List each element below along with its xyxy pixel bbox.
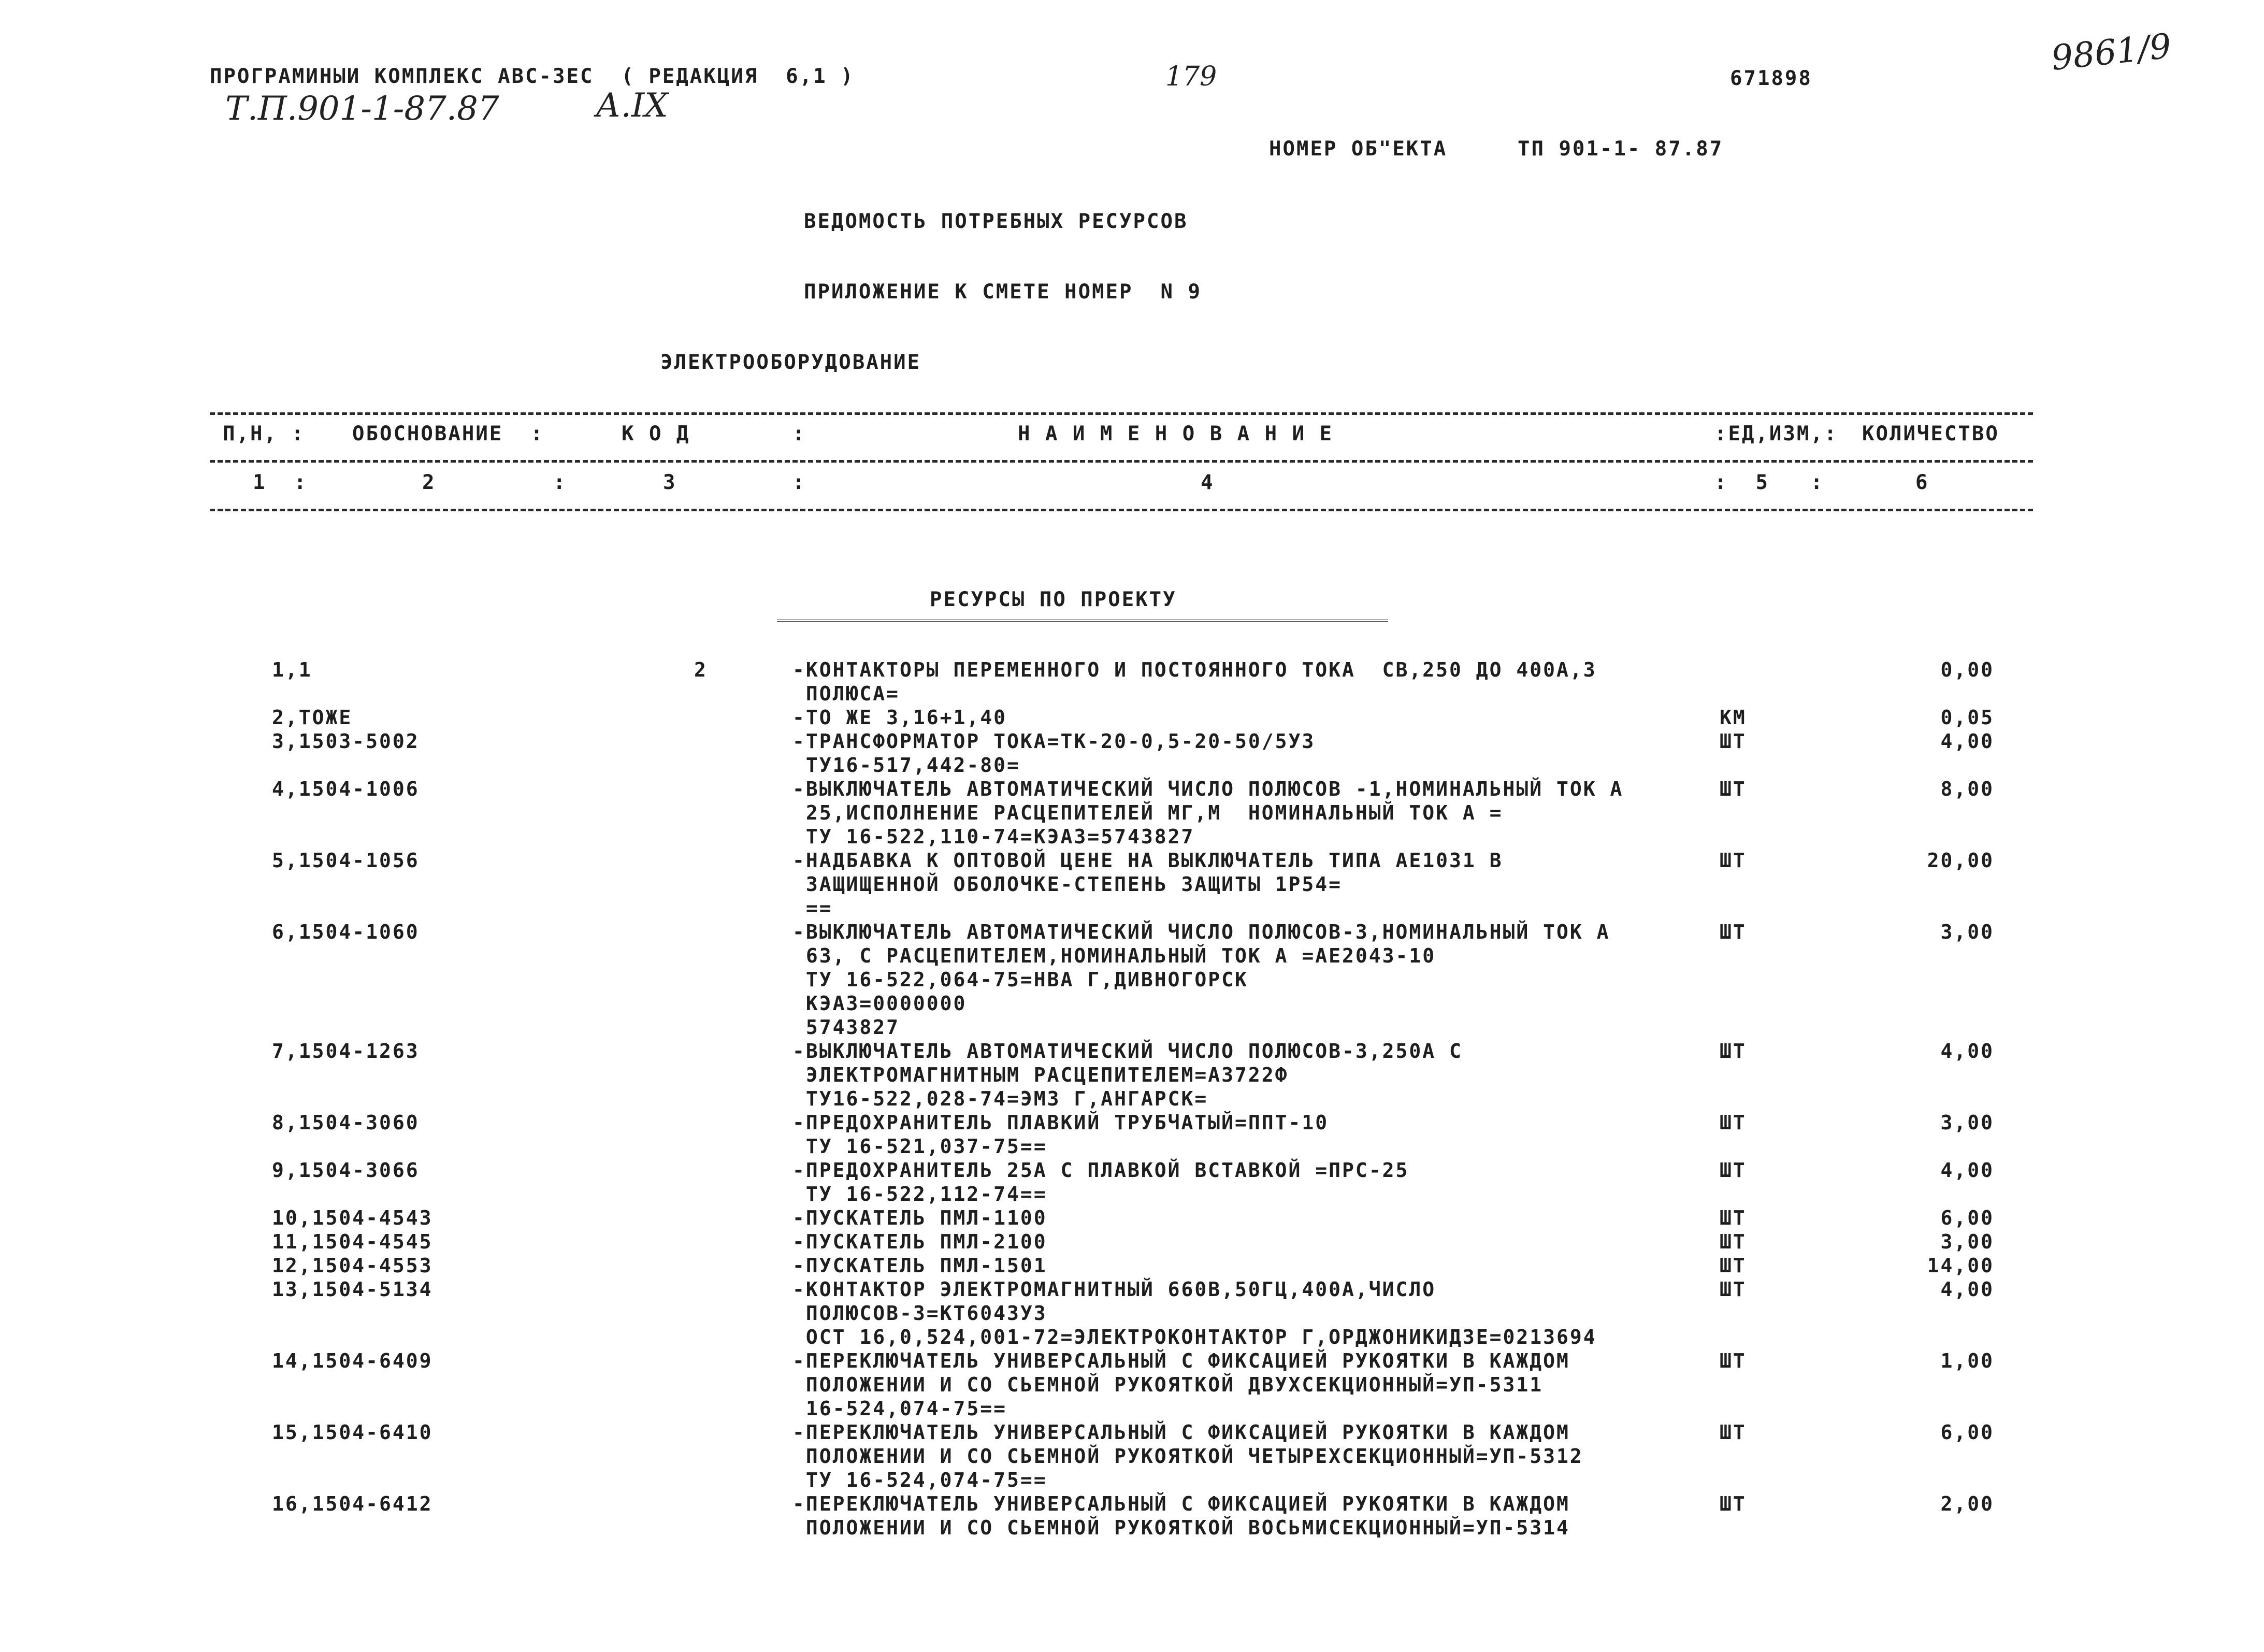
table-row: [0, 1420, 2264, 1492]
row-name-line: -ПЕРЕКЛЮЧАТЕЛЬ УНИВЕРСАЛЬНЫЙ С ФИКСАЦИЕЙ РУКОЯТКИ В КАЖДОМ: [792, 1421, 1570, 1444]
row-name-line: -ПЕРЕКЛЮЧАТЕЛЬ УНИВЕРСАЛЬНЫЙ С ФИКСАЦИЕЙ РУКОЯТКИ В КАЖДОМ: [792, 1349, 1570, 1372]
row-number: 7,1504-1263: [272, 1040, 420, 1062]
row-name-line: ОСТ 16,0,524,001-72=ЭЛЕКТРОКОНТАКТОР Г,ОРДЖОНИКИДЗЕ=0213694: [792, 1326, 1597, 1348]
row-name: [792, 1420, 1714, 1492]
row-name-line: ТУ16-522,028-74=ЭМЗ Г,АНГАРСК=: [792, 1087, 1208, 1110]
row-name-line: ТУ 16-522,112-74==: [792, 1183, 1047, 1205]
table-row: [0, 729, 2264, 777]
resources-title: РЕСУРСЫ ПО ПРОЕКТУ: [930, 588, 1177, 611]
row-name-line: -ПРЕДОХРАНИТЕЛЬ ПЛАВКИЙ ТРУБЧАТЫЙ=ППТ-10: [792, 1111, 1329, 1134]
document-code: 671898: [1730, 67, 1812, 90]
table-row: [0, 706, 2264, 729]
row-name-line: ЭЛЕКТРОМАГНИТНЫМ РАСЦЕПИТЕЛЕМ=А3722Ф: [792, 1064, 1289, 1086]
row-name: [792, 658, 1714, 706]
program-header: ПРОГРАМИНЫИ КОМПЛЕКС АВС-ЗЕС ( РЕДАКЦИЯ 6,1 ): [210, 65, 855, 88]
row-name: [792, 1492, 1714, 1540]
row-number: 14,1504-6409: [272, 1349, 433, 1372]
row-name: [792, 1206, 1714, 1230]
table-row: [0, 1277, 2264, 1349]
row-name-line: -ТРАНСФОРМАТОР ТОКА=ТК-20-0,5-20-50/5УЗ: [792, 730, 1316, 753]
row-unit: ШТ: [1720, 1349, 1747, 1372]
col-header-sep: :: [792, 422, 806, 446]
row-name-line: ТУ16-517,442-80=: [792, 754, 1020, 777]
row-name: [792, 1254, 1714, 1277]
row-name-line: КЭАЗ=0000000: [792, 992, 967, 1015]
row-number: 6,1504-1060: [272, 921, 420, 943]
row-name-line: ТУ 16-522,110-74=КЭАЗ=5743827: [792, 825, 1195, 848]
col-number-5: : 5 :: [1714, 471, 1824, 494]
row-number: 16,1504-6412: [272, 1492, 433, 1515]
handwritten-corner-note: 9861/9: [2049, 26, 2173, 78]
row-number: 13,1504-5134: [272, 1278, 433, 1301]
header-rule-top: [210, 412, 2033, 415]
handwritten-project-number: Т.П.901-1-87.87: [225, 90, 499, 128]
row-name-line: -ПЕРЕКЛЮЧАТЕЛЬ УНИВЕРСАЛЬНЫЙ С ФИКСАЦИЕЙ РУКОЯТКИ В КАЖДОМ: [792, 1492, 1570, 1515]
row-quantity: 14,00: [1927, 1254, 1994, 1277]
col-number-4: 4: [1201, 471, 1215, 494]
table-row: [0, 1349, 2264, 1420]
row-name-line: -НАДБАВКА К ОПТОВОЙ ЦЕНЕ НА ВЫКЛЮЧАТЕЛЬ ТИПА АЕ1031 В: [792, 849, 1503, 872]
row-unit: ШТ: [1720, 849, 1747, 872]
row-quantity: 2,00: [1940, 1492, 1994, 1515]
row-name-line: -ВЫКЛЮЧАТЕЛЬ АВТОМАТИЧЕСКИЙ ЧИСЛО ПОЛЮСОВ-3,250А С: [792, 1040, 1463, 1062]
col-number-2: 2: [422, 471, 436, 494]
row-quantity: 20,00: [1927, 849, 1994, 872]
col-header-code: К О Д: [622, 422, 690, 446]
row-number: 10,1504-4543: [272, 1206, 433, 1229]
row-name-line: ЗАЩИЩЕННОЙ ОБОЛОЧКЕ-СТЕПЕНЬ ЗАЩИТЫ 1Р54=: [792, 873, 1342, 896]
section-title: ЭЛЕКТРООБОРУДОВАНИЕ: [660, 351, 921, 374]
row-name-line: 25,ИСПОЛНЕНИЕ РАСЦЕПИТЕЛЕЙ МГ,М НОМИНАЛЬНЫЙ ТОК А =: [792, 801, 1503, 824]
row-number: 11,1504-4545: [272, 1230, 433, 1253]
row-name-line: -ВЫКЛЮЧАТЕЛЬ АВТОМАТИЧЕСКИЙ ЧИСЛО ПОЛЮСОВ -1,НОМИНАЛЬНЫЙ ТОК А: [792, 778, 1624, 800]
row-unit: ШТ: [1720, 1278, 1747, 1301]
row-name: [792, 1230, 1714, 1254]
row-name-line: 5743827: [792, 1016, 900, 1039]
row-name-line: ТУ 16-524,074-75==: [792, 1469, 1047, 1491]
row-quantity: 0,05: [1940, 706, 1994, 729]
col-number-2-sep: :: [553, 471, 567, 494]
row-number: 2,ТОЖЕ: [272, 706, 353, 729]
row-name-line: -ПУСКАТЕЛЬ ПМЛ-1100: [792, 1206, 1047, 1229]
row-name-line: -КОНТАКТОРЫ ПЕРЕМЕННОГО И ПОСТОЯННОГО ТОКА СВ,250 ДО 400А,3: [792, 658, 1597, 681]
row-name: [792, 849, 1714, 920]
row-number: 1,1: [272, 658, 312, 681]
header-rule-bottom: [210, 509, 2033, 511]
row-unit: ШТ: [1720, 1230, 1747, 1253]
col-header-basis: ОБОСНОВАНИЕ :: [352, 422, 544, 446]
row-name: [792, 1349, 1714, 1420]
row-quantity: 4,00: [1940, 1040, 1994, 1062]
row-quantity: 3,00: [1940, 1111, 1994, 1134]
row-unit: ШТ: [1720, 730, 1747, 753]
table-row: [0, 1111, 2264, 1158]
header-rule-mid: [210, 460, 2033, 463]
table-row: [0, 658, 2264, 706]
handwritten-album: А.IX: [596, 87, 668, 125]
row-quantity: 3,00: [1940, 1230, 1994, 1253]
row-number: 12,1504-4553: [272, 1254, 433, 1277]
row-number: 8,1504-3060: [272, 1111, 420, 1134]
row-quantity: 1,00: [1940, 1349, 1994, 1372]
row-name: [792, 1277, 1714, 1349]
resource-table: [0, 658, 2264, 1540]
row-name-line: ПОЛОЖЕНИИ И СО СЬЕМНОЙ РУКОЯТКОЙ ВОСЬМИСЕКЦИОННЫЙ=УП-5314: [792, 1516, 1570, 1539]
row-unit: ШТ: [1720, 1206, 1747, 1229]
row-unit: ШТ: [1720, 1040, 1747, 1062]
object-number: ТП 901-1- 87.87: [1518, 137, 1724, 161]
row-name-line: ПОЛЮСОВ-3=КТ6043УЗ: [792, 1302, 1047, 1325]
col-number-3-sep: :: [792, 471, 806, 494]
row-name: [792, 777, 1714, 849]
table-row: [0, 777, 2264, 849]
row-unit: ШТ: [1720, 778, 1747, 800]
row-name: [792, 1111, 1714, 1158]
table-row: [0, 1230, 2264, 1254]
table-row: [0, 849, 2264, 920]
row-number: 5,1504-1056: [272, 849, 420, 872]
row-unit: ШТ: [1720, 1159, 1747, 1182]
row-name-line: -КОНТАКТОР ЭЛЕКТРОМАГНИТНЫЙ 660В,50ГЦ,400А,ЧИСЛО: [792, 1278, 1436, 1301]
row-unit: ШТ: [1720, 1254, 1747, 1277]
row-number: 3,1503-5002: [272, 730, 420, 753]
row-unit: ШТ: [1720, 1421, 1747, 1444]
row-unit: ШТ: [1720, 1492, 1747, 1515]
object-label: НОМЕР ОБ"ЕКТА: [1269, 137, 1448, 161]
row-quantity: 0,00: [1940, 658, 1994, 681]
row-name-line: -ПРЕДОХРАНИТЕЛЬ 25А С ПЛАВКОЙ ВСТАВКОЙ =ПРС-25: [792, 1159, 1409, 1182]
row-name-line: 63, С РАСЦЕПИТЕЛЕМ,НОМИНАЛЬНЫЙ ТОК А =АЕ2043-10: [792, 944, 1436, 967]
table-row: [0, 1158, 2264, 1206]
row-name-line: ПОЛЮСА=: [792, 682, 900, 705]
row-unit: ШТ: [1720, 921, 1747, 943]
row-name-line: -ПУСКАТЕЛЬ ПМЛ-2100: [792, 1230, 1047, 1253]
row-quantity: 4,00: [1940, 1278, 1994, 1301]
row-name-line: -ТО ЖЕ 3,16+1,40: [792, 706, 1007, 729]
row-name-line: -ВЫКЛЮЧАТЕЛЬ АВТОМАТИЧЕСКИЙ ЧИСЛО ПОЛЮСОВ-3,НОМИНАЛЬНЫЙ ТОК А: [792, 921, 1610, 943]
col-number-6: 6: [1915, 471, 1929, 494]
row-name-line: ==: [792, 897, 833, 920]
col-header-qty: КОЛИЧЕСТВО: [1862, 422, 1999, 446]
row-number: 4,1504-1006: [272, 778, 420, 800]
row-code: 2: [694, 658, 708, 681]
table-row: [0, 920, 2264, 1039]
row-quantity: 4,00: [1940, 730, 1994, 753]
table-row: [0, 1254, 2264, 1277]
row-name-line: 16-524,074-75==: [792, 1397, 1007, 1420]
row-name: [792, 729, 1714, 777]
row-number: 15,1504-6410: [272, 1421, 433, 1444]
document-title: ВЕДОМОСТЬ ПОТРЕБНЫХ РЕСУРСОВ: [804, 210, 1188, 233]
row-quantity: 6,00: [1940, 1421, 1994, 1444]
row-name: [792, 706, 1714, 729]
row-quantity: 3,00: [1940, 921, 1994, 943]
document-subtitle: ПРИЛОЖЕНИЕ К СМЕТЕ НОМЕР N 9: [804, 280, 1202, 304]
resources-title-underline: [777, 620, 1388, 622]
col-header-pn: П,Н, :: [223, 422, 305, 446]
table-row: [0, 1039, 2264, 1111]
row-name-line: ТУ 16-522,064-75=НВА Г,ДИВНОГОРСК: [792, 968, 1248, 991]
row-name-line: ПОЛОЖЕНИИ И СО СЬЕМНОЙ РУКОЯТКОЙ ЧЕТЫРЕХСЕКЦИОННЫЙ=УП-5312: [792, 1445, 1583, 1468]
page-number: 179: [1165, 61, 1217, 92]
table-row: [0, 1206, 2264, 1230]
col-number-3: 3: [663, 471, 677, 494]
row-name-line: -ПУСКАТЕЛЬ ПМЛ-1501: [792, 1254, 1047, 1277]
row-number: 9,1504-3066: [272, 1159, 420, 1182]
col-number-1: 1 :: [253, 471, 308, 494]
row-name: [792, 1039, 1714, 1111]
col-header-name: Н А И М Е Н О В А Н И Е: [1018, 422, 1334, 446]
row-quantity: 4,00: [1940, 1159, 1994, 1182]
row-unit: ШТ: [1720, 1111, 1747, 1134]
row-name-line: ПОЛОЖЕНИИ И СО СЬЕМНОЙ РУКОЯТКОЙ ДВУХСЕКЦИОННЫЙ=УП-5311: [792, 1373, 1544, 1396]
col-header-unit: :ЕД,ИЗМ,:: [1714, 422, 1838, 446]
row-quantity: 8,00: [1940, 778, 1994, 800]
row-name-line: ТУ 16-521,037-75==: [792, 1135, 1047, 1158]
row-name: [792, 1158, 1714, 1206]
row-unit: КМ: [1720, 706, 1747, 729]
table-row: [0, 1492, 2264, 1540]
row-name: [792, 920, 1714, 1039]
row-quantity: 6,00: [1940, 1206, 1994, 1229]
